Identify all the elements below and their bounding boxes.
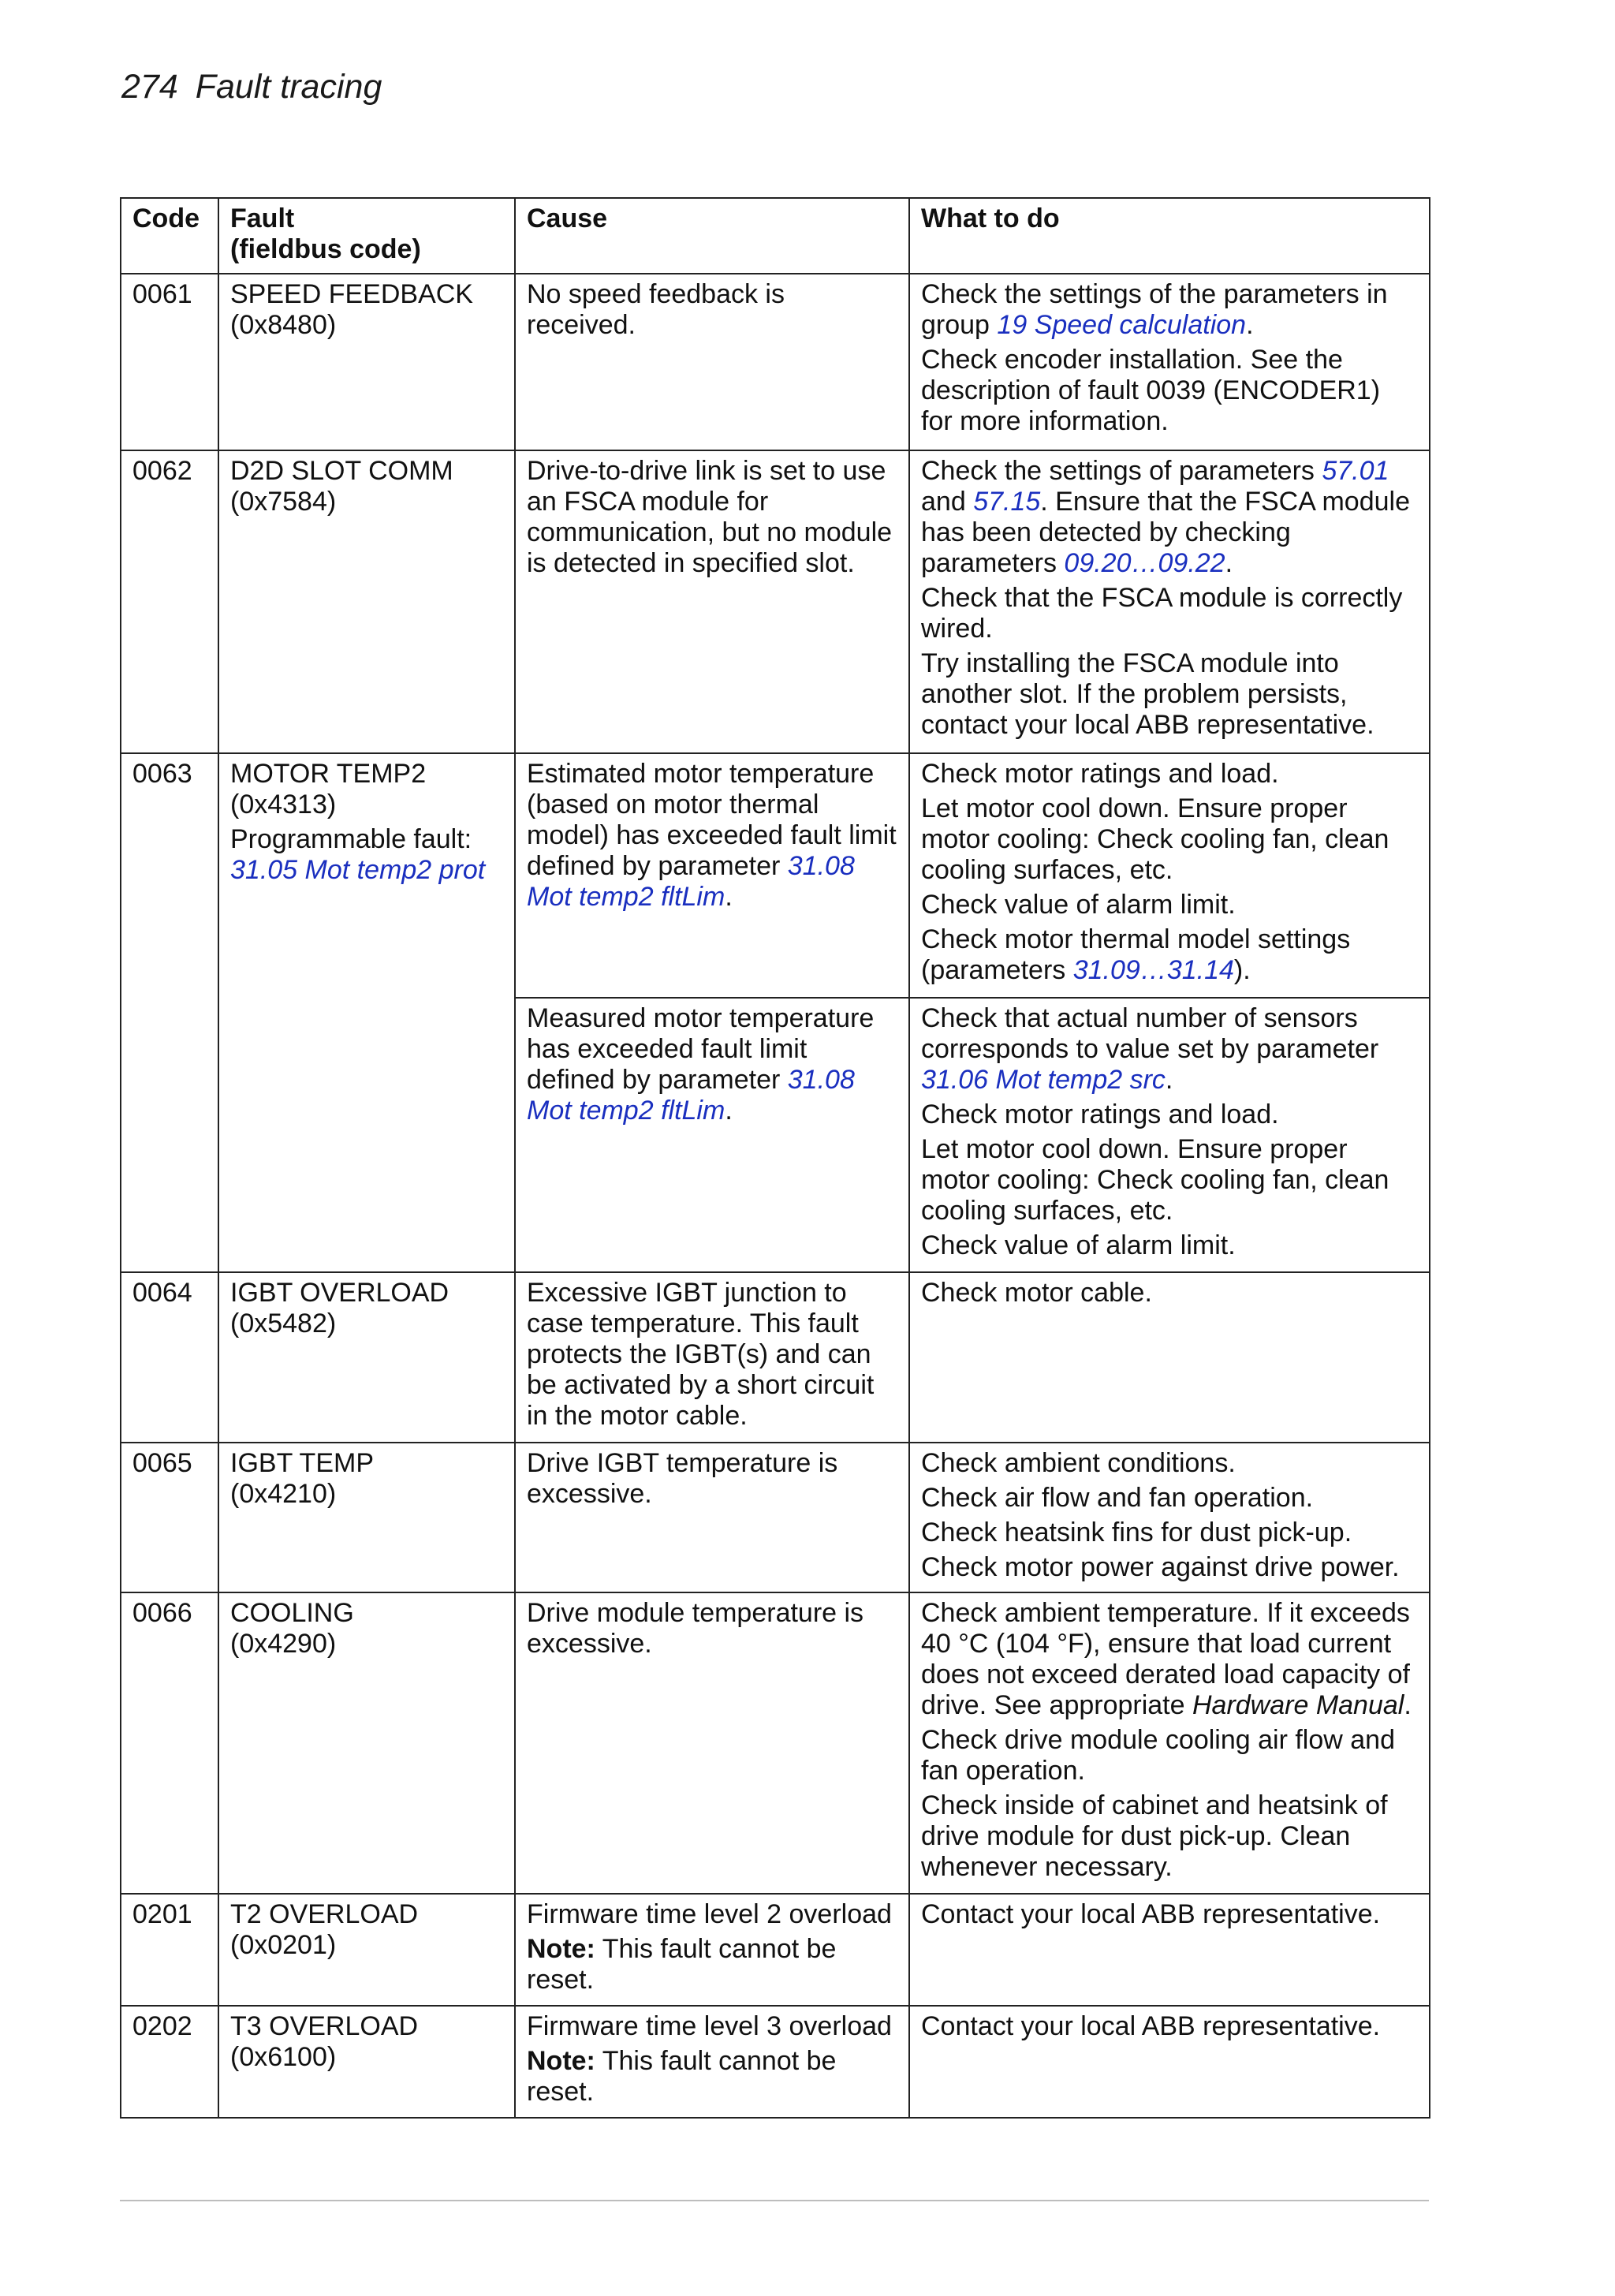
table-row	[121, 1592, 1430, 1894]
parameter-link[interactable]: 09.22	[1158, 548, 1225, 578]
todo-cell	[909, 274, 1430, 450]
table-row	[121, 2006, 1430, 2118]
fieldbus-code: (0x8480)	[230, 310, 337, 340]
cause-cell: Drive IGBT temperature is excessive.	[515, 1443, 909, 1592]
cause-cell	[515, 2006, 909, 2118]
fault-code: 0202	[121, 2006, 218, 2118]
cause-cell	[515, 1894, 909, 2006]
fault-name-cell	[218, 1592, 515, 1894]
page-header	[121, 68, 382, 106]
cause-text: Firmware time level 3 overload	[527, 2011, 892, 2041]
fieldbus-code: (0x4313)	[230, 790, 337, 819]
fault-name: IGBT TEMP	[230, 1448, 375, 1478]
column-header-fault-text: Fault	[230, 203, 295, 233]
cause-text: Measured motor temperature has exceeded fault limit defined by parameter	[527, 1003, 875, 1095]
todo-item: Check ambient conditions.	[921, 1448, 1236, 1478]
cause-cell: Drive module temperature is excessive.	[515, 1592, 909, 1894]
todo-item: Check motor ratings and load.	[921, 1099, 1279, 1129]
cause-text: .	[725, 1096, 733, 1126]
parameter-link[interactable]: 57.15	[973, 487, 1041, 517]
todo-text: Check ambient temperature. If it exceeds 40 °C (104 °F), ensure that load current does not exceed derated load capacity of drive. See appropriate	[921, 1598, 1410, 1720]
todo-cell	[909, 1894, 1430, 2006]
todo-item: Check drive module cooling air flow and fan operation.	[921, 1725, 1395, 1786]
todo-text: .	[1225, 548, 1233, 578]
fault-name: IGBT OVERLOAD	[230, 1278, 449, 1308]
fault-name: MOTOR TEMP2	[230, 759, 427, 789]
column-header-cause-text: Cause	[527, 203, 608, 233]
cause-note	[527, 1934, 897, 1995]
todo-text: .	[1246, 310, 1254, 340]
todo-text: . Ensure that the FSCA module has been detected by checking parameters	[921, 487, 1410, 578]
column-header-code-text: Code	[132, 203, 200, 233]
fault-name: T2 OVERLOAD	[230, 1899, 419, 1929]
section-title: Fault tracing	[195, 68, 382, 106]
cause-cell	[515, 998, 909, 1272]
todo-item	[921, 1003, 1418, 1096]
cause-text: Estimated motor temperature (based on motor thermal model) has exceeded fault limit defined by parameter	[527, 759, 897, 881]
todo-text: and	[921, 487, 974, 517]
table-row	[121, 450, 1430, 753]
cause-note	[527, 2046, 897, 2107]
fieldbus-code: (0x0201)	[230, 1930, 337, 1960]
fault-code: 0064	[121, 1272, 218, 1443]
todo-text: .	[1165, 1065, 1173, 1095]
fault-name: T3 OVERLOAD	[230, 2011, 419, 2041]
parameter-link[interactable]: 31.06 Mot temp2 src	[921, 1065, 1166, 1095]
fieldbus-code: (0x5482)	[230, 1309, 337, 1338]
fault-name: COOLING	[230, 1598, 354, 1628]
todo-item: Check motor cable.	[921, 1278, 1152, 1308]
todo-cell	[909, 1592, 1430, 1894]
table-row	[121, 1272, 1430, 1443]
todo-text: Check the settings of the parameters in group	[921, 279, 1388, 340]
range-separator: …	[1139, 955, 1167, 985]
todo-item: Check motor power against drive power.	[921, 1552, 1400, 1582]
note-text: This fault cannot be reset.	[527, 2046, 837, 2107]
cause-cell: Drive-to-drive link is set to use an FSCA module for communication, but no module is detected in specified slot.	[515, 450, 909, 753]
fault-name-cell	[218, 1443, 515, 1592]
fieldbus-code: (0x4290)	[230, 1629, 337, 1659]
todo-item: Contact your local ABB representative.	[921, 2011, 1381, 2041]
parameter-link[interactable]: 09.20	[1064, 548, 1132, 578]
page-number: 274	[121, 68, 178, 106]
note-label: Note:	[527, 2046, 595, 2076]
todo-cell	[909, 1272, 1430, 1443]
todo-item: Contact your local ABB representative.	[921, 1899, 1381, 1929]
column-header-code	[121, 198, 218, 274]
cause-cell: Excessive IGBT junction to case temperature. This fault protects the IGBT(s) and can be activated by a short circuit in the motor cable.	[515, 1272, 909, 1443]
todo-item: Try installing the FSCA module into another slot. If the problem persists, contact your local ABB representative.	[921, 648, 1374, 740]
todo-cell	[909, 450, 1430, 753]
parameter-link[interactable]: 31.08 Mot temp2 fltLim	[527, 851, 855, 912]
fault-name-cell	[218, 753, 515, 1272]
todo-text: Check the settings of parameters	[921, 456, 1322, 486]
parameter-link[interactable]: 19 Speed calculation	[997, 310, 1247, 340]
fault-code: 0062	[121, 450, 218, 753]
todo-item	[921, 279, 1418, 341]
table-row	[121, 274, 1430, 450]
todo-item: Check value of alarm limit.	[921, 890, 1236, 920]
fault-code: 0066	[121, 1592, 218, 1894]
todo-cell	[909, 2006, 1430, 2118]
todo-text: .	[1404, 1690, 1412, 1720]
todo-item	[921, 1598, 1418, 1721]
fault-code: 0201	[121, 1894, 218, 2006]
fault-name: D2D SLOT COMM	[230, 456, 453, 486]
todo-cell	[909, 753, 1430, 998]
note-text: This fault cannot be reset.	[527, 1934, 837, 1995]
fault-code: 0063	[121, 753, 218, 1272]
fieldbus-code: (0x4210)	[230, 1479, 337, 1509]
column-header-todo	[909, 198, 1430, 274]
programmable-label: Programmable fault:	[230, 824, 472, 854]
column-header-todo-text: What to do	[921, 203, 1060, 233]
todo-item: Check motor ratings and load.	[921, 759, 1279, 789]
todo-item: Let motor cool down. Ensure proper motor cooling: Check cooling fan, clean cooling surfaces, etc.	[921, 1134, 1389, 1226]
fieldbus-code: (0x6100)	[230, 2042, 337, 2072]
fault-code: 0061	[121, 274, 218, 450]
table-header-row	[121, 198, 1430, 274]
todo-text: ).	[1233, 955, 1251, 985]
note-label: Note:	[527, 1934, 595, 1964]
todo-cell	[909, 998, 1430, 1272]
todo-text: Check motor thermal model settings (parameters	[921, 924, 1351, 985]
table-row	[121, 1443, 1430, 1592]
todo-item: Check that the FSCA module is correctly wired.	[921, 583, 1403, 644]
todo-item: Check value of alarm limit.	[921, 1230, 1236, 1260]
fault-code: 0065	[121, 1443, 218, 1592]
fault-name-cell	[218, 274, 515, 450]
todo-item	[921, 456, 1418, 579]
todo-text: Check that actual number of sensors corresponds to value set by parameter	[921, 1003, 1379, 1064]
parameter-link[interactable]: 31.05 Mot temp2 prot	[230, 855, 486, 885]
table-row	[121, 753, 1430, 998]
fieldbus-code: (0x7584)	[230, 487, 337, 517]
column-header-cause	[515, 198, 909, 274]
column-header-fault	[218, 198, 515, 274]
fault-name-cell	[218, 450, 515, 753]
cause-text: .	[725, 882, 733, 912]
todo-item: Check inside of cabinet and heatsink of drive module for dust pick-up. Clean whenever necessary.	[921, 1790, 1388, 1882]
fault-table	[120, 197, 1430, 2119]
fault-name-cell	[218, 2006, 515, 2118]
parameter-link[interactable]: 31.09	[1072, 955, 1140, 985]
parameter-link[interactable]: 57.01	[1322, 456, 1389, 486]
fault-name: SPEED FEEDBACK	[230, 279, 473, 309]
todo-cell	[909, 1443, 1430, 1592]
range-separator: …	[1131, 548, 1158, 578]
fault-name-cell	[218, 1894, 515, 2006]
footer-divider	[120, 2200, 1429, 2201]
parameter-link[interactable]: 31.08 Mot temp2 fltLim	[527, 1065, 855, 1126]
todo-item: Check heatsink fins for dust pick-up.	[921, 1518, 1352, 1547]
cause-cell	[515, 753, 909, 998]
column-header-fieldbus-text: (fieldbus code)	[230, 234, 421, 264]
fault-name-cell	[218, 1272, 515, 1443]
todo-item: Let motor cool down. Ensure proper motor cooling: Check cooling fan, clean cooling surfaces, etc.	[921, 793, 1389, 885]
cause-text: Firmware time level 2 overload	[527, 1899, 892, 1929]
todo-item	[921, 924, 1418, 986]
todo-item: Check encoder installation. See the description of fault 0039 (ENCODER1) for more information.	[921, 345, 1381, 436]
parameter-link[interactable]: 31.14	[1166, 955, 1234, 985]
manual-reference: Hardware Manual	[1192, 1690, 1404, 1720]
table-row	[121, 1894, 1430, 2006]
todo-item: Check air flow and fan operation.	[921, 1483, 1314, 1513]
cause-cell: No speed feedback is received.	[515, 274, 909, 450]
